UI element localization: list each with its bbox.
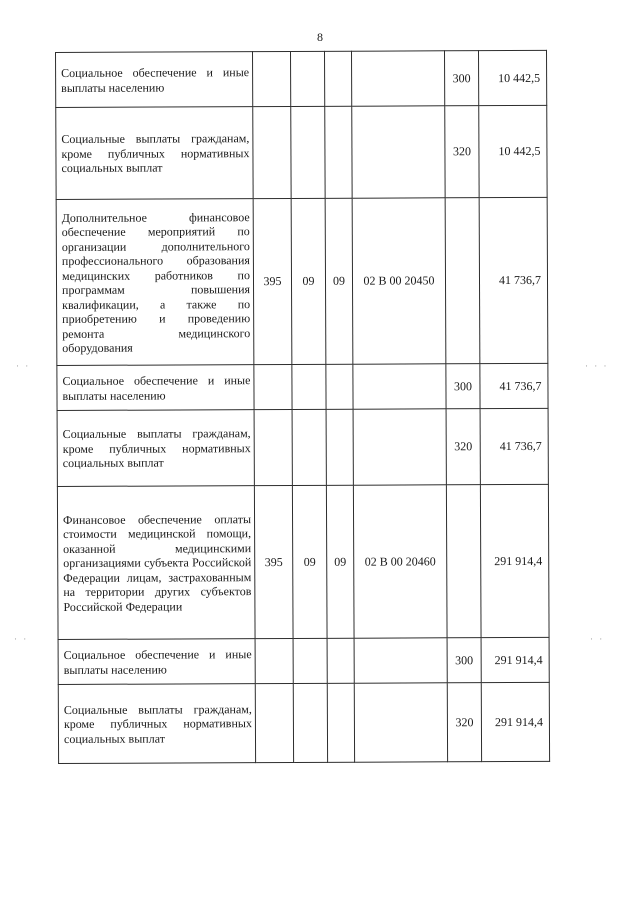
row-sum: 291 914,4 (480, 484, 549, 637)
row-code (255, 638, 293, 683)
row-section (293, 638, 327, 683)
row-name: Социальные выплаты гражданам, кроме публичных нормативных социальных выплат (58, 684, 255, 764)
row-subsection (324, 51, 351, 106)
row-name: Социальное обеспечение и иные выплаты населению (56, 52, 253, 108)
row-target (353, 364, 446, 409)
scan-artifact: · · (16, 361, 31, 371)
row-target (352, 106, 445, 198)
row-name: Финансовое обеспечение оплаты стоимости медицинской помощи, оказанной медицинскими организациями субъекта Российской Федерации лицам, застрахованным на территории других субъектов Российской Федерации (57, 486, 255, 640)
budget-table (55, 50, 550, 764)
row-target (354, 683, 447, 762)
row-section (292, 409, 326, 485)
row-subsection: 09 (326, 485, 354, 638)
row-subsection: 09 (325, 198, 353, 364)
row-code: 395 (254, 485, 293, 638)
scan-artifact: · · · (585, 361, 609, 371)
row-name: Социальные выплаты гражданам, кроме публичных нормативных социальных выплат (57, 410, 254, 487)
row-code (253, 106, 291, 198)
row-section (293, 683, 327, 762)
row-name: Дополнительное финансовое обеспечение мероприятий по организации дополнительного профессионального образования медицинских работников по программам повышения квалификации, а также по приобретению и проведению ремонта медицинского оборудования (56, 199, 254, 366)
row-sum: 10 442,5 (479, 105, 547, 197)
table-row (57, 484, 549, 639)
row-target (351, 51, 444, 106)
row-code: 395 (253, 198, 292, 364)
row-sum: 41 736,7 (480, 363, 548, 408)
table-row (56, 197, 548, 365)
row-section: 09 (292, 485, 327, 638)
row-code (254, 364, 292, 409)
row-section (291, 106, 325, 198)
row-section: 09 (291, 198, 326, 364)
row-subsection (326, 409, 353, 485)
row-expense-type: 300 (446, 364, 480, 409)
row-expense-type: 300 (447, 638, 481, 683)
table-row (56, 105, 547, 199)
row-sum: 10 442,5 (478, 50, 546, 105)
table-row (57, 408, 548, 486)
table-row (56, 50, 547, 107)
row-expense-type: 320 (447, 683, 481, 762)
row-name: Социальные выплаты гражданам, кроме публичных нормативных социальных выплат (56, 107, 253, 200)
row-subsection (326, 364, 353, 409)
row-target (353, 409, 446, 485)
row-section (290, 51, 324, 106)
row-target: 02 В 00 20460 (353, 485, 447, 638)
row-name: Социальное обеспечение и иные выплаты населению (57, 365, 254, 411)
row-code (254, 409, 292, 485)
page-number: 8 (317, 30, 323, 44)
row-expense-type: 300 (444, 51, 478, 106)
row-sum: 41 736,7 (479, 197, 548, 363)
row-sum: 291 914,4 (481, 637, 549, 682)
table-row (58, 637, 549, 684)
row-subsection (325, 106, 352, 198)
scan-artifact: · · (590, 634, 605, 644)
row-target (354, 638, 447, 683)
table-row (57, 363, 548, 410)
row-expense-type (445, 198, 480, 364)
scan-artifact: · · (14, 634, 29, 644)
row-sum: 291 914,4 (481, 682, 549, 761)
row-expense-type: 320 (445, 106, 479, 198)
row-code (253, 51, 291, 106)
row-expense-type: 320 (446, 409, 480, 485)
row-expense-type (446, 485, 481, 638)
row-target: 02 В 00 20450 (352, 198, 446, 364)
table-row (58, 682, 549, 763)
row-subsection (327, 638, 354, 683)
row-section (292, 364, 326, 409)
row-name: Социальное обеспечение и иные выплаты населению (58, 639, 255, 685)
row-code (255, 683, 293, 762)
row-subsection (327, 683, 354, 762)
row-sum: 41 736,7 (480, 408, 548, 484)
